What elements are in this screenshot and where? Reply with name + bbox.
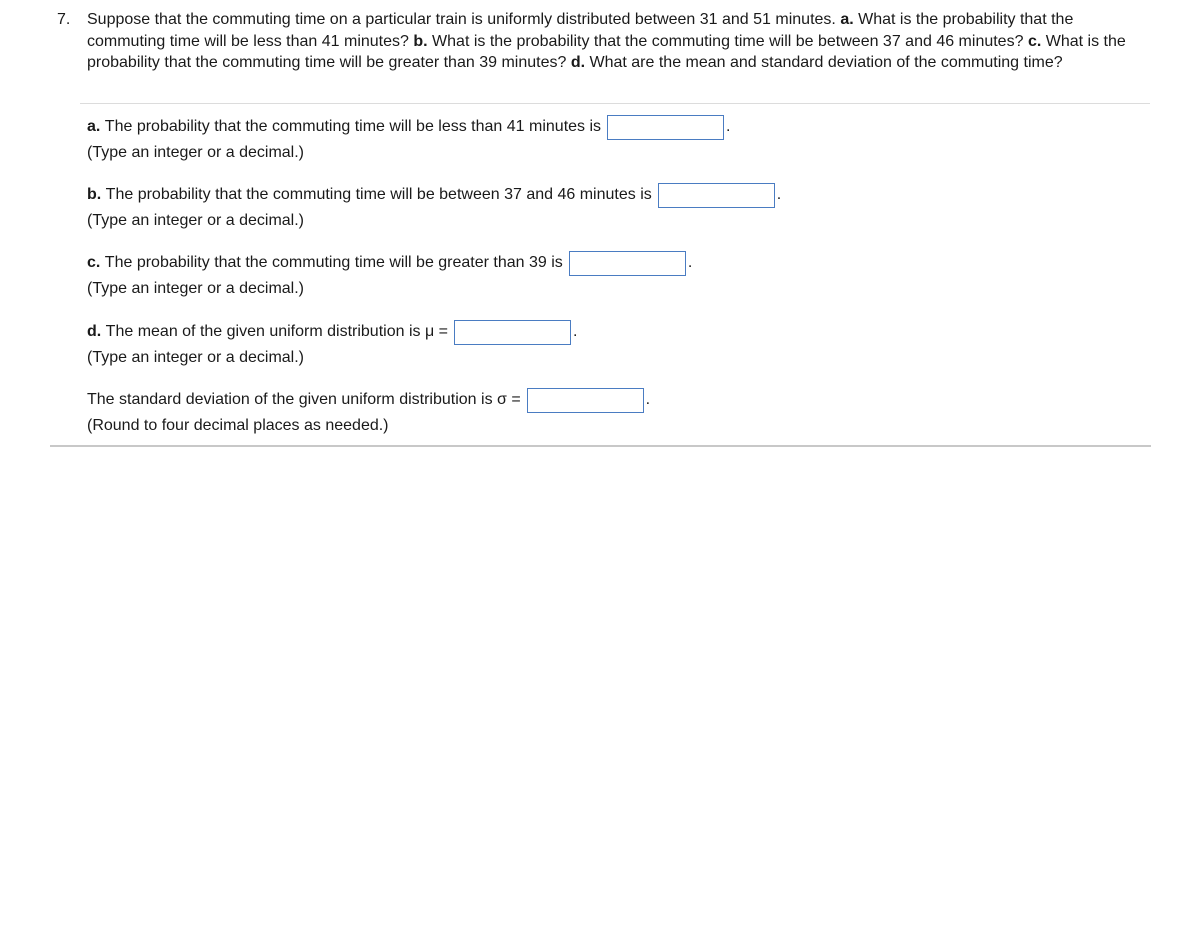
answer-input-mean[interactable] <box>454 320 571 345</box>
period: . <box>645 391 651 408</box>
part-b-hint: (Type an integer or a decimal.) <box>87 212 304 229</box>
period: . <box>572 323 578 340</box>
part-sd-hint: (Round to four decimal places as needed.) <box>87 417 389 434</box>
question-part-b-text: What is the probability that the commuting time will be between 37 and 46 minutes? <box>432 32 1024 50</box>
question-part-c-text: What is the probability that the commuting time will be greater than 39 minutes? <box>87 32 1126 71</box>
question-part-d-label: d. <box>570 54 586 71</box>
question-number: 7. <box>57 11 71 28</box>
part-b-label: b. <box>87 186 102 203</box>
part-c-text: The probability that the commuting time will be greater than 39 is <box>104 254 563 271</box>
part-c-hint: (Type an integer or a decimal.) <box>87 280 304 297</box>
part-sd-text: The standard deviation of the given uniform distribution is σ = <box>87 391 521 408</box>
part-d-label: d. <box>87 323 102 340</box>
question-part-b-label: b. <box>413 32 428 50</box>
period: . <box>726 118 731 135</box>
question-part-a-label: a. <box>840 11 854 28</box>
answer-input-c[interactable] <box>569 251 686 276</box>
question-divider <box>80 103 1150 104</box>
period: . <box>687 254 693 271</box>
question-part-c-label: c. <box>1027 32 1042 50</box>
part-a-hint: (Type an integer or a decimal.) <box>87 144 304 161</box>
period: . <box>776 186 782 203</box>
part-a <box>87 113 730 163</box>
part-d <box>87 318 577 368</box>
part-c <box>87 249 692 299</box>
question-intro: Suppose that the commuting time on a particular train is uniformly distributed between 31 and 51 minutes. <box>87 11 836 28</box>
part-d-text: The mean of the given uniform distribution is μ = <box>105 323 448 340</box>
part-c-label: c. <box>87 254 101 271</box>
question-part-d-text: What are the mean and standard deviation of the commuting time? <box>589 54 1063 71</box>
part-b-text: The probability that the commuting time will be between 37 and 46 minutes is <box>105 186 652 203</box>
bottom-divider <box>50 445 1151 447</box>
answer-input-a[interactable] <box>607 115 724 140</box>
part-sd <box>87 386 650 436</box>
part-d-hint: (Type an integer or a decimal.) <box>87 349 304 366</box>
question-text <box>87 9 1132 74</box>
answer-input-sd[interactable] <box>527 388 644 413</box>
part-a-label: a. <box>87 118 101 135</box>
part-b <box>87 181 781 231</box>
question-part-a-text: What is the probability that the commuting time will be less than 41 minutes? <box>87 11 1074 50</box>
answer-input-b[interactable] <box>658 183 775 208</box>
part-a-text: The probability that the commuting time will be less than 41 minutes is <box>104 118 602 135</box>
